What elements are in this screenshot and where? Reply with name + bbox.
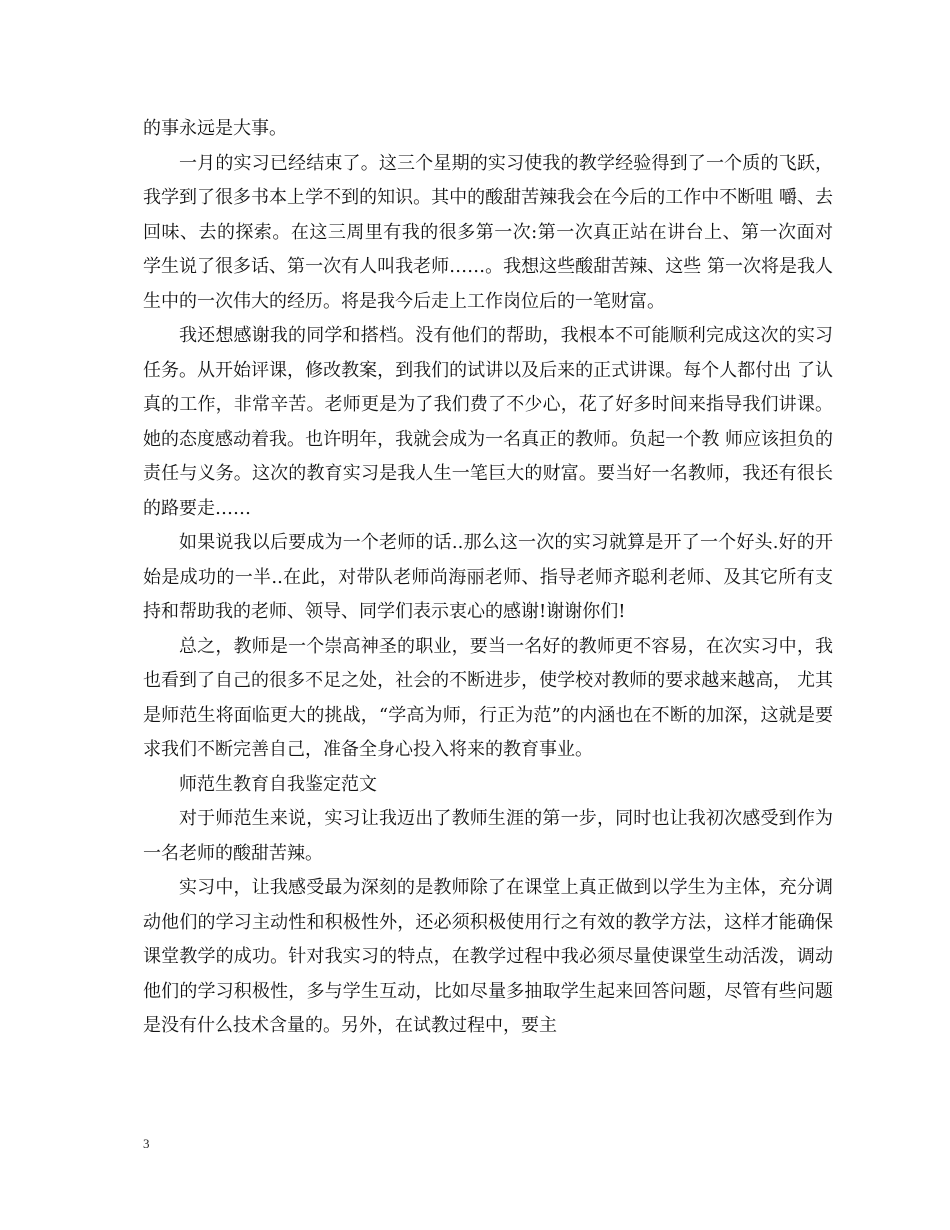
section-heading: 师范生教育自我鉴定范文: [179, 773, 377, 795]
paragraph-6: 对于师范生来说，实习让我迈出了教师生涯的第一步，同时也让我初次感受到作为一名老师的酸甜苦辣。: [143, 808, 833, 864]
paragraph-4: 如果说我以后要成为一个老师的话..那么这一次的实习就算是开了一个好头.好的开始是成功的一半..在此，对带队老师尚海丽老师、指导老师齐聪利老师、及其它所有支持和帮助我的老师、领导、同学们表示衷心的感谢!谢谢你们!: [143, 532, 833, 622]
paragraph-1: 的事永远是大事。: [143, 118, 287, 139]
paragraph-5: 总之，教师是一个崇高神圣的职业，要当一名好的教师更不容易，在次实习中，我也看到了自己的很多不足之处，社会的不断进步，使学校对教师的要求越来越高， 尤其是师范生将面临更大的挑战，“学高为师，行正为范”的内涵也在不断的加深，这就是要求我们不断完善自己，准备全身心投入将来的教育事业。: [143, 635, 833, 760]
page-number: 3: [143, 1136, 150, 1151]
paragraph-3: 我还想感谢我的同学和搭档。没有他们的帮助，我根本不可能顺利完成这次的实习任务。从开始评课，修改教案，到我们的试讲以及后来的正式讲课。每个人都付出 了认真的工作，非常辛苦。老师更是为了我们费了不少心，花了好多时间来指导我们讲课。她的态度感动着我。也许明年，我就会成为一名真正的教师。负起一个教 师应该担负的责任与义务。这次的教育实习是我人生一笔巨大的财富。要当好一名教师，我还有很长的路要走……: [143, 325, 833, 519]
document-body: [143, 112, 833, 1044]
paragraph-2: 一月的实习已经结束了。这三个星期的实习使我的教学经验得到了一个质的飞跃，我学到了很多书本上学不到的知识。其中的酸甜苦辣我会在今后的工作中不断咀 嚼、去回味、去的探索。在这三周里有我的很多第一次:第一次真正站在讲台上、第一次面对学生说了很多话、第一次有人叫我老师……。我想这些酸甜苦辣、这些 第一次将是我人生中的一次伟大的经历。将是我今后走上工作岗位后的一笔财富。: [143, 152, 833, 312]
paragraph-7: 实习中，让我感受最为深刻的是教师除了在课堂上真正做到以学生为主体，充分调动他们的学习主动性和积极性外，还必须积极使用行之有效的教学方法，这样才能确保课堂教学的成功。针对我实习的特点，在教学过程中我必须尽量使课堂生动活泼，调动他们的学习积极性，多与学生互动，比如尽量多抽取学生起来回答问题，尽管有些问题是没有什么技术含量的。另外，在试教过程中，要主: [143, 877, 833, 1036]
